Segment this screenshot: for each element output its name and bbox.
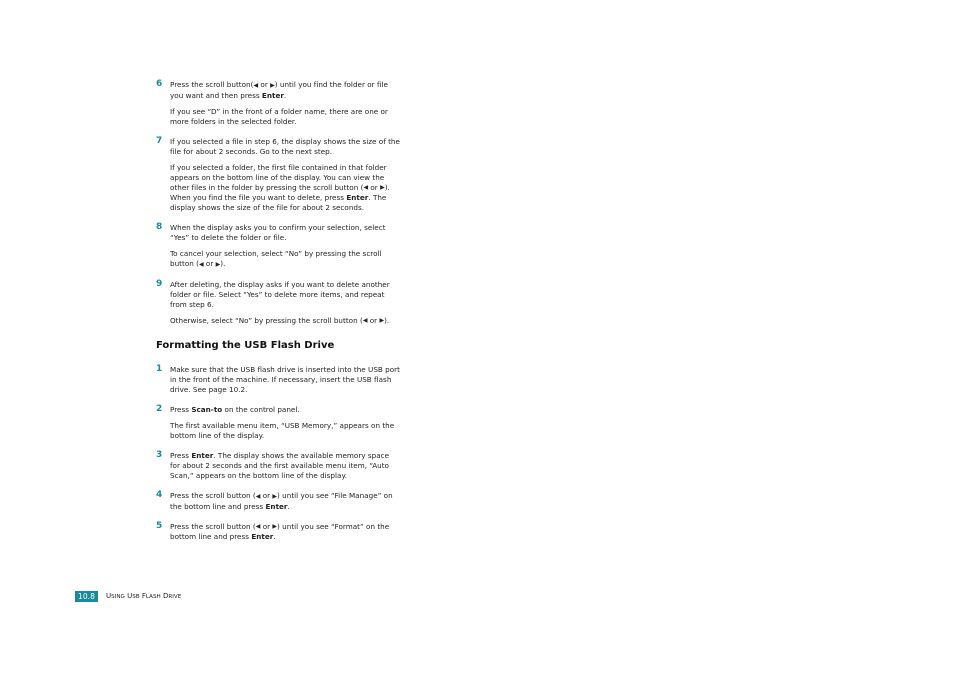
step-item xyxy=(156,365,401,395)
scroll-right-arrow-icon: ▶ xyxy=(270,81,275,89)
step-number: 2 xyxy=(156,404,163,414)
scroll-left-arrow-icon: ◀ xyxy=(198,260,204,268)
scroll-right-arrow-icon: ▶ xyxy=(379,317,385,324)
scroll-right-arrow-icon: ▶ xyxy=(272,492,278,500)
key-name: Scan-to xyxy=(191,405,223,414)
scroll-right-arrow-icon: ▶ xyxy=(272,523,278,530)
scroll-right-arrow-icon: ▶ xyxy=(380,184,385,191)
step-paragraph: Press the scroll button (◀ or ▶) until you see “Format” on the bottom line and press Enter. xyxy=(170,521,390,541)
key-name: Enter xyxy=(346,193,369,202)
scroll-left-arrow-icon: ◀ xyxy=(363,184,369,191)
scroll-left-arrow-icon: ◀ xyxy=(255,492,261,500)
step-item xyxy=(156,522,401,543)
step-paragraph: Press the scroll button(◀ or ▶) until you find the folder or file you want and then press Enter. xyxy=(170,80,388,100)
step-paragraph: To cancel your selection, select “No” by pressing the scroll button (◀ or ▶). xyxy=(170,249,382,268)
key-name: Enter xyxy=(191,451,214,460)
step-paragraph: If you see “D” in the front of a folder name, there are one or more folders in the selected folder. xyxy=(170,106,388,126)
format-steps-list xyxy=(156,365,401,542)
step-paragraph: After deleting, the display asks if you want to delete another folder or file. Select “Yes” to delete more items, and repeat from step 6. xyxy=(170,279,390,309)
scroll-left-arrow-icon: ◀ xyxy=(255,523,261,530)
page-number: 10.8 xyxy=(75,591,98,602)
step-item xyxy=(156,405,401,441)
step-number: 6 xyxy=(156,79,163,89)
step-paragraph: Make sure that the USB flash drive is inserted into the USB port in the front of the machine. If necessary, insert the USB flash drive. See page 10.2. xyxy=(170,365,400,394)
step-paragraph: Press Scan-to on the control panel. xyxy=(170,405,300,414)
page-content xyxy=(156,80,401,542)
step-item xyxy=(156,223,401,270)
step-number: 3 xyxy=(156,450,163,460)
step-number: 1 xyxy=(156,364,163,374)
step-paragraph: If you selected a folder, the first file contained in that folder appears on the bottom line of the display. You can view the other files in the folder by pressing the scroll button (◀ or ▶). When you find the file you want to delete, press Enter. The display shows the size of the file for about 2 seconds. xyxy=(170,162,390,212)
step-number: 9 xyxy=(156,278,163,289)
step-paragraph: Otherwise, select “No” by pressing the scroll button (◀ or ▶). xyxy=(170,315,390,325)
step-item xyxy=(156,80,401,127)
step-paragraph: If you selected a file in step 6, the display shows the size of the file for about 2 seconds. Go to the next step. xyxy=(170,136,400,156)
step-item xyxy=(156,451,401,481)
step-paragraph: Press the scroll button (◀ or ▶) until you see “File Manage” on the bottom line and press Enter. xyxy=(170,491,393,511)
key-name: Enter xyxy=(265,501,288,511)
key-name: Enter xyxy=(261,90,284,100)
key-name: Enter xyxy=(251,532,274,541)
scroll-right-arrow-icon: ▶ xyxy=(215,260,221,268)
step-number: 8 xyxy=(156,222,163,232)
scroll-left-arrow-icon: ◀ xyxy=(253,81,259,89)
section-heading: Formatting the USB Flash Drive xyxy=(156,340,335,351)
scroll-left-arrow-icon: ◀ xyxy=(362,317,368,324)
step-item xyxy=(156,491,401,512)
page-footer xyxy=(75,591,181,602)
delete-steps-list xyxy=(156,80,401,326)
step-paragraph: Press Enter. The display shows the available memory space for about 2 seconds and the first available menu item, “Auto Scan,” appears on the bottom line of the display. xyxy=(170,451,390,480)
step-paragraph: The first available menu item, “USB Memory,” appears on the bottom line of the display. xyxy=(170,421,395,440)
step-number: 5 xyxy=(156,520,163,531)
step-number: 4 xyxy=(156,490,163,500)
step-item xyxy=(156,137,401,214)
step-paragraph: When the display asks you to confirm your selection, select “Yes” to delete the folder or file. xyxy=(170,223,386,242)
chapter-title: USING USB FLASH DRIVE xyxy=(106,592,182,600)
step-number: 7 xyxy=(156,135,163,146)
step-item xyxy=(156,280,401,327)
